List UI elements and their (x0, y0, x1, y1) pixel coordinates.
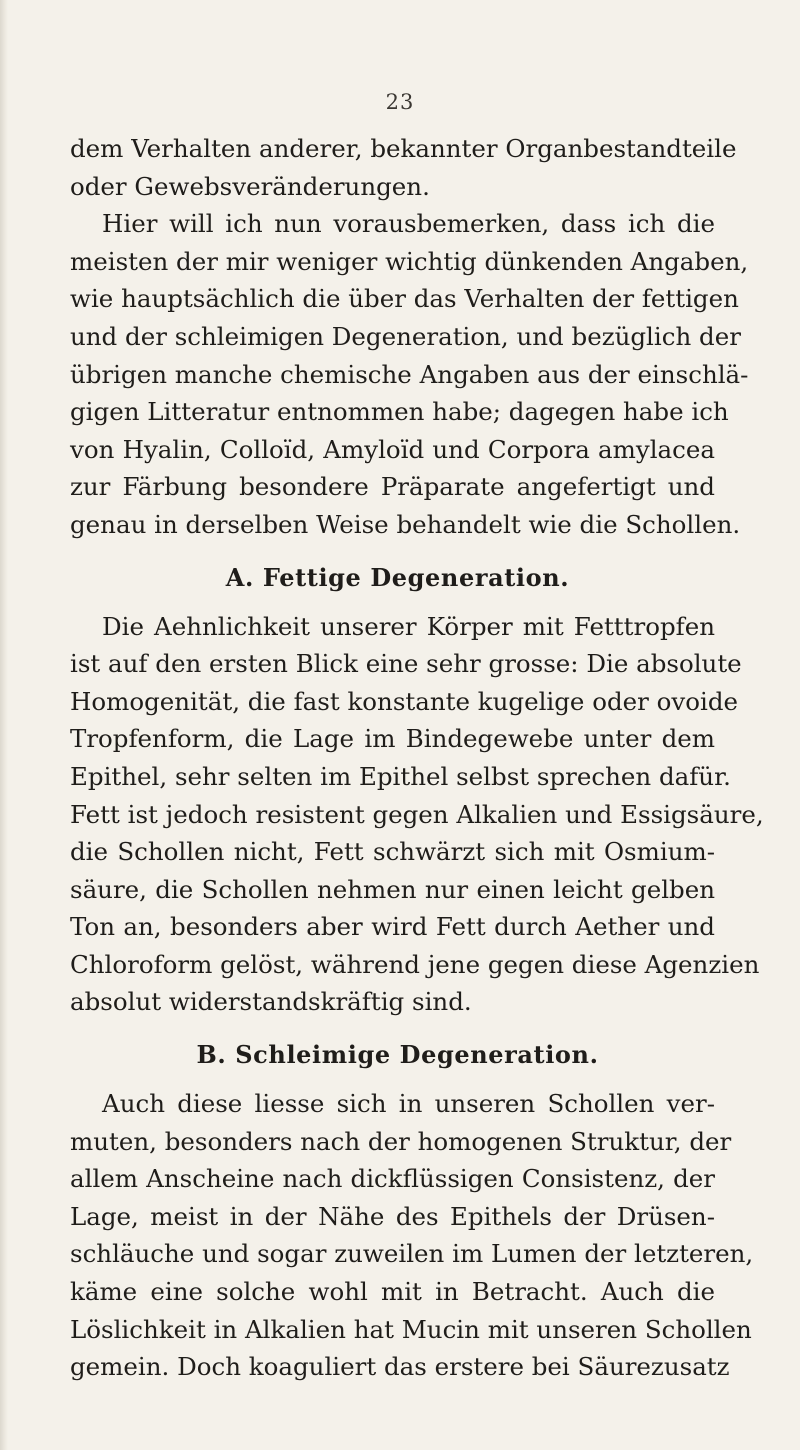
page-body (70, 130, 764, 1386)
text-line: Epithel, sehr selten im Epithel selbst sprechen dafür. (70, 761, 731, 791)
page-edge-shadow (0, 0, 8, 1450)
text-line: genau in derselben Weise behandelt wie die Schollen. (70, 509, 741, 539)
text-line: oder Gewebsveränderungen. (70, 171, 430, 201)
text-line: Tropfenform, die Lage im Bindegewebe unter dem (70, 724, 715, 754)
text-line: übrigen manche chemische Angaben aus der einschlä- (70, 359, 749, 389)
text-line: dem Verhalten anderer, bekannter Organbestandteile (70, 134, 737, 163)
intro-paragraph (70, 130, 749, 544)
text-line: Löslichkeit in Alkalien hat Mucin mit unseren Schollen (70, 1314, 752, 1344)
section-heading-fettige-degeneration: A. Fettige Degeneration. (225, 562, 570, 592)
text-line: von Hyalin, Colloïd, Amyloïd und Corpora amylacea (70, 434, 715, 464)
text-line: wie hauptsächlich die über das Verhalten der fettigen (70, 284, 739, 314)
text-line: Hier will ich nun vorausbemerken, dass ich die (102, 209, 715, 239)
section-a-paragraph (70, 608, 764, 1022)
text-line: schläuche und sogar zuweilen im Lumen der letzteren, (70, 1239, 754, 1269)
text-line: meisten der mir weniger wichtig dünkenden Angaben, (70, 246, 749, 276)
text-line: muten, besonders nach der homogenen Struktur, der (70, 1126, 732, 1156)
text-line: absolut widerstandskräftig sind. (70, 987, 472, 1017)
text-line: Auch diese liesse sich in unseren Schollen ver- (102, 1089, 715, 1119)
section-b-paragraph (70, 1085, 754, 1386)
text-line: Ton an, besonders aber wird Fett durch Aether und (70, 912, 715, 942)
text-line: die Schollen nicht, Fett schwärzt sich mit Osmium- (70, 837, 715, 867)
text-line: allem Anscheine nach dickflüssigen Consistenz, der (70, 1164, 715, 1194)
text-line: zur Färbung besondere Präparate angefertigt und (70, 472, 715, 502)
text-line: Homogenität, die fast konstante kugelige oder ovoide (70, 686, 739, 716)
text-line: Chloroform gelöst, während jene gegen diese Agenzien (70, 949, 760, 979)
section-heading-schleimige-degeneration: B. Schleimige Degeneration. (196, 1040, 599, 1070)
text-line: Lage, meist in der Nähe des Epithels der Drüsen- (70, 1201, 715, 1231)
text-line: Die Aehnlichkeit unserer Körper mit Fetttropfen (102, 611, 715, 641)
text-line: säure, die Schollen nehmen nur einen leicht gelben (70, 874, 715, 904)
page-number: 23 (385, 90, 415, 114)
text-line: gigen Litteratur entnommen habe; dagegen habe ich (70, 397, 729, 427)
text-line: und der schleimigen Degeneration, und bezüglich der (70, 321, 741, 351)
text-line: gemein. Doch koaguliert das erstere bei Säurezusatz (70, 1352, 730, 1382)
text-line: käme eine solche wohl mit in Betracht. Auch die (70, 1277, 715, 1307)
text-line: ist auf den ersten Blick eine sehr grosse: Die absolute (70, 649, 742, 679)
text-line: Fett ist jedoch resistent gegen Alkalien und Essigsäure, (70, 799, 764, 829)
